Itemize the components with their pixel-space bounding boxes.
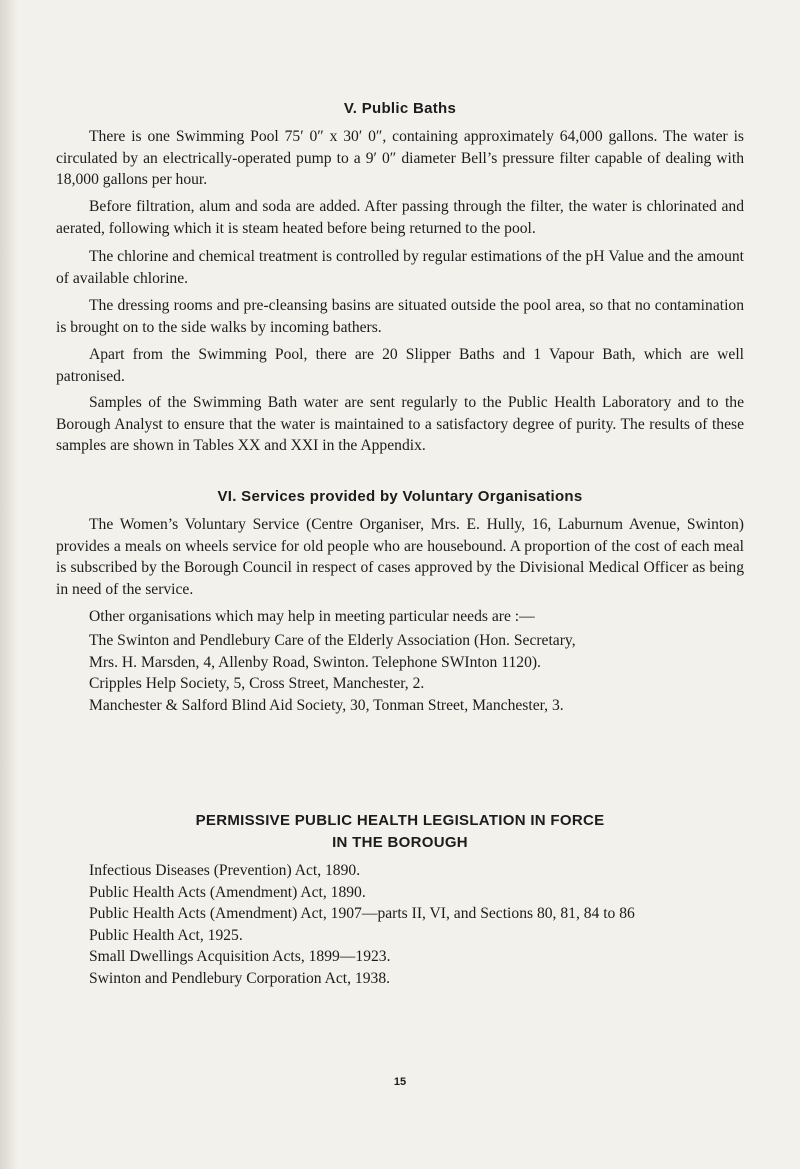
act-item: Small Dwellings Acquisition Acts, 1899—1923. bbox=[89, 948, 391, 965]
section-v-paragraph-3: The chlorine and chemical treatment is controlled by regular estimations of the pH Value and the amount of available chlorine. bbox=[56, 248, 744, 287]
organisation-1-line-1: The Swinton and Pendlebury Care of the Elderly Association (Hon. Secretary, bbox=[89, 632, 576, 649]
act-item: Public Health Acts (Amendment) Act, 1890. bbox=[89, 883, 366, 901]
section-v-heading: V. Public Baths bbox=[343, 100, 457, 117]
section-vi-heading: VI. Services provided by Voluntary Organisations bbox=[217, 488, 583, 505]
organisation-3: Manchester & Salford Blind Aid Society, 30, Tonman Street, Manchester, 3. bbox=[89, 696, 564, 714]
act-item: Swinton and Pendlebury Corporation Act, 1938. bbox=[89, 969, 391, 987]
legislation-acts-list bbox=[89, 860, 779, 989]
legislation-heading-line-1: PERMISSIVE PUBLIC HEALTH LEGISLATION IN FORCE bbox=[195, 812, 605, 829]
section-v-paragraph-1: There is one Swimming Pool 75′ 0″ x 30′ 0″, containing approximately 64,000 gallons. The water is circulated by an electrically-operated pump to a 9′ 0″ diameter Bell’s pressure filter capable of dealing with 18,000 gallons per hour. bbox=[56, 128, 744, 188]
section-vi-paragraph-1: The Women’s Voluntary Service (Centre Organiser, Mrs. E. Hully, 16, Laburnum Avenue, Swinton) provides a meals on wheels service for old people who are housebound. A proportion of the cost of each meal is subscribed by the Borough Council in respect of cases approved by the Divisional Medical Officer as being in need of the service. bbox=[56, 516, 744, 598]
organisation-1-line-2: Mrs. H. Marsden, 4, Allenby Road, Swinton. Telephone SWInton 1120). bbox=[89, 653, 541, 671]
act-item: Infectious Diseases (Prevention) Act, 1890. bbox=[89, 862, 361, 879]
section-v-paragraph-2: Before filtration, alum and soda are added. After passing through the filter, the water is chlorinated and aerated, following which it is steam heated before being returned to the pool. bbox=[56, 198, 744, 237]
section-v-paragraph-4: The dressing rooms and pre-cleansing basins are situated outside the pool area, so that no contamination is brought on to the side walks by incoming bathers. bbox=[56, 297, 744, 336]
legislation-heading-line-2: IN THE BOROUGH bbox=[332, 834, 468, 851]
act-item: Public Health Act, 1925. bbox=[89, 926, 243, 944]
page-number: 15 bbox=[393, 1076, 407, 1088]
page-edge-shadow bbox=[0, 0, 18, 1169]
section-vi-paragraph-2: Other organisations which may help in meeting particular needs are :— bbox=[89, 608, 535, 625]
section-v-paragraph-5: Apart from the Swimming Pool, there are 20 Slipper Baths and 1 Vapour Bath, which are well patronised. bbox=[56, 346, 744, 385]
act-item: Public Health Acts (Amendment) Act, 1907—parts II, VI, and Sections 80, 81, 84 to 86 bbox=[89, 905, 635, 922]
section-v-paragraph-6: Samples of the Swimming Bath water are sent regularly to the Public Health Laboratory and to the Borough Analyst to ensure that the water is maintained to a satisfactory degree of purity. The results of these samples are shown in Tables XX and XXI in the Appendix. bbox=[56, 394, 744, 454]
organisation-2: Cripples Help Society, 5, Cross Street, Manchester, 2. bbox=[89, 675, 425, 692]
organisations-list bbox=[56, 630, 746, 716]
